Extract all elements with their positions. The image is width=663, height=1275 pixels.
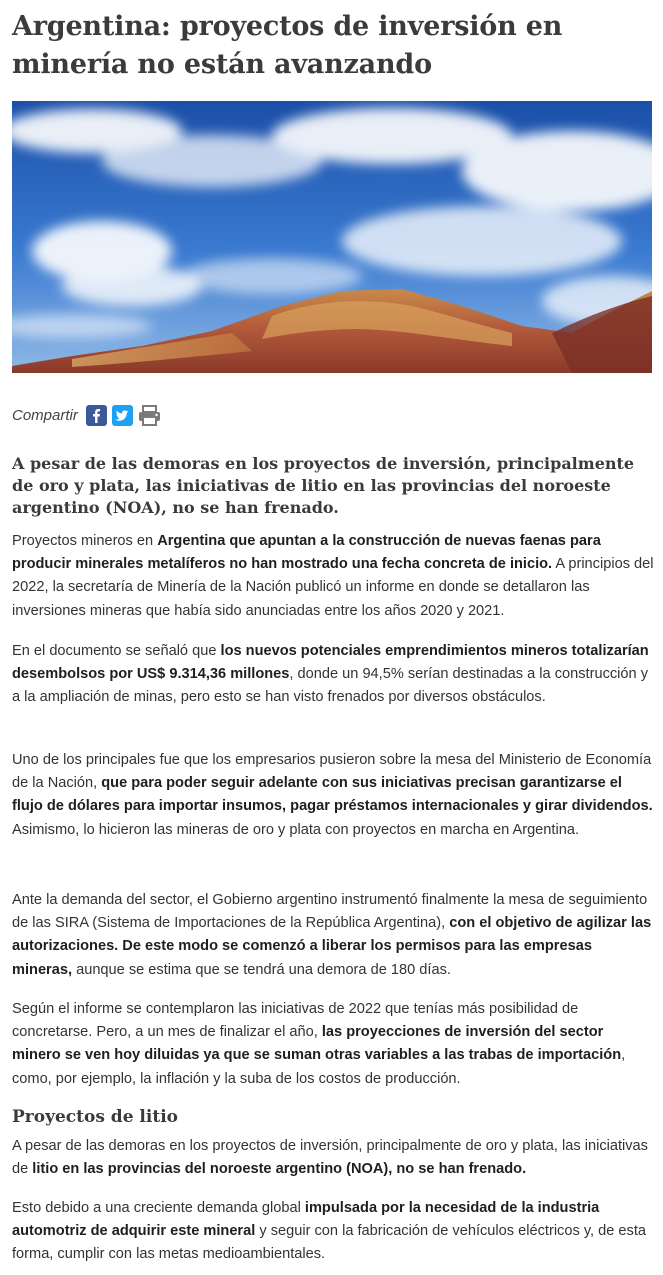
paragraph-text: Según el informe se contemplaron las iniciativas de 2022 que tenías más posibilidad de concretarse. Pero, a un mes de finalizar el año, bbox=[12, 1001, 579, 1041]
paragraph-text: Asimismo, lo hicieron las mineras de oro y plata con proyectos en marcha en Argentina. bbox=[12, 821, 580, 838]
paragraph-4 bbox=[12, 889, 655, 982]
paragraph-emphasis: los nuevos potenciales emprendimientos mineros totalizarían desembolsos por US$ 9.314,36 millones bbox=[12, 643, 649, 683]
paragraph-text: En el documento se señaló que bbox=[12, 643, 221, 659]
paragraph-emphasis: con el objetivo de agilizar las autorizaciones. De este modo se comenzó a liberar los permisos para las empresas mineras, bbox=[12, 915, 652, 978]
paragraph-6 bbox=[12, 1135, 655, 1181]
paragraph-emphasis: litio en las provincias del noroeste argentino (NOA), no se han frenado. bbox=[32, 1161, 527, 1178]
paragraph-emphasis: que para poder seguir adelante con sus iniciativas precisan garantizarse el flujo de dólares para importar insumos, pagar préstamos internacionales y girar dividendos. bbox=[12, 775, 653, 815]
paragraph-emphasis: Argentina que apuntan a la construcción de nuevas faenas para producir minerales metalíferos no han mostrado una fecha concreta de inicio. bbox=[12, 533, 601, 573]
paragraph-1 bbox=[12, 530, 655, 623]
paragraph-text: , donde un 94,5% serían destinadas a la construcción y a la ampliación de minas, pero esto se han visto frenados por diversos obstáculos. bbox=[12, 666, 648, 706]
print-icon[interactable] bbox=[138, 405, 161, 426]
paragraph-7 bbox=[12, 1197, 655, 1267]
paragraph-text: Ante la demanda del sector, el Gobierno argentino instrumentó finalmente la mesa de seguimiento de las SIRA (Sistema de Importaciones de la República Argentina), bbox=[12, 892, 648, 932]
article-lead: A pesar de las demoras en los proyectos de inversión, principalmente de oro y plata, las iniciativas de litio en las provincias del noroeste argentino (NOA), no se han frenado. bbox=[12, 454, 635, 517]
share-label: Compartir bbox=[12, 406, 78, 424]
paragraph-2 bbox=[12, 640, 655, 710]
hero-image bbox=[12, 101, 652, 373]
paragraph-text: aunque se estima que se tendrá una demora de 180 días. bbox=[72, 961, 451, 978]
share-bar bbox=[12, 402, 166, 428]
paragraph-text: A pesar de las demoras en los proyectos de inversión, principalmente de oro y plata, las iniciativas de bbox=[12, 1138, 648, 1178]
facebook-icon[interactable] bbox=[86, 405, 107, 426]
paragraph-emphasis: las proyecciones de inversión del sector minero se ven hoy diluidas ya que se suman otras variables a las trabas de importación bbox=[12, 1024, 622, 1064]
paragraph-3 bbox=[12, 749, 655, 842]
twitter-icon[interactable] bbox=[112, 405, 133, 426]
paragraph-text: Uno de los principales fue que los empresarios pusieron sobre la mesa del Ministerio de Economía de la Nación, bbox=[12, 752, 652, 792]
paragraph-text: Proyectos mineros en bbox=[12, 533, 158, 549]
paragraph-text: Esto debido a una creciente demanda global bbox=[12, 1200, 305, 1216]
paragraph-text: , como, por ejemplo, la inflación y la suba de los costos de producción. bbox=[12, 1047, 626, 1087]
section-heading-lithium: Proyectos de litio bbox=[12, 1107, 178, 1127]
paragraph-text: y seguir con la fabricación de vehículos eléctricos y, de esta forma, cumplir con las metas medioambientales. bbox=[12, 1223, 647, 1263]
paragraph-emphasis: impulsada por la necesidad de la industria automotriz de adquirir este mineral bbox=[12, 1200, 600, 1240]
hero-image-graphic bbox=[12, 101, 652, 373]
paragraph-5 bbox=[12, 998, 655, 1091]
paragraph-text: A principios del 2022, la secretaría de Minería de la Nación publicó un informe en donde se detallaron las inversiones mineras que había sido anunciadas entre los años 2020 y 2021. bbox=[12, 556, 654, 619]
article-title: Argentina: proyectos de inversión en minería no están avanzando bbox=[12, 11, 563, 80]
